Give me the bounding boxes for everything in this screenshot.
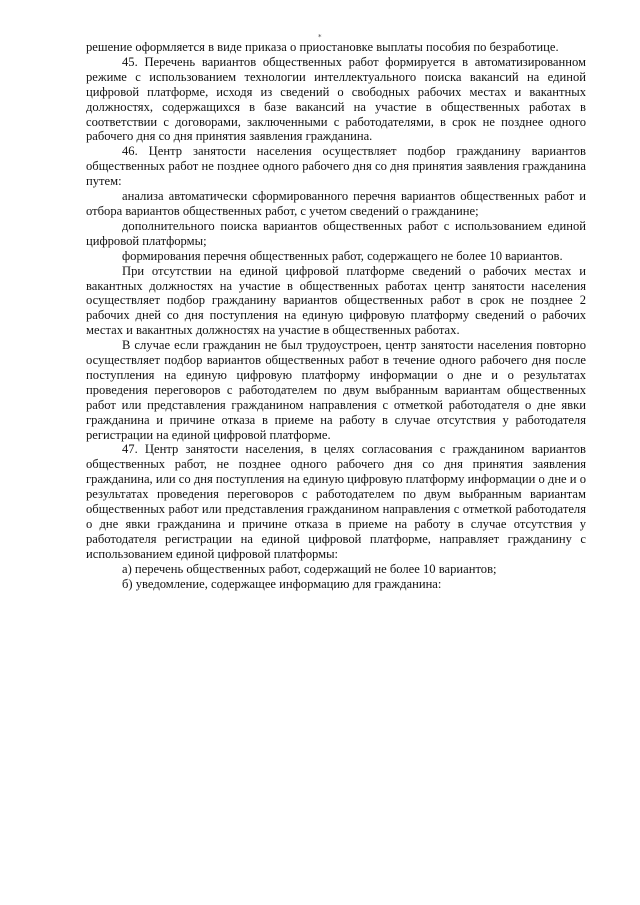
paragraph-47: 47. Центр занятости населения, в целях согласования с гражданином вариантов общественных работ, не позднее одного рабочего дня со дня принятия заявления гражданина, или со дня поступления на единую цифровую платформу информации о дне и о результатах проведения переговоров с работодателем по двум выбранным вариантам общественных работ или представления гражданином направления с отметкой работодателя о дне явки гражданина и причине отказа в приеме на работу в случае отсутствия у работодателя регистрации на единой цифровой платформе, направляет гражданину с использованием единой цифровой платформы: <box>86 442 586 561</box>
scan-mark: * <box>318 33 322 41</box>
paragraph-46: 46. Центр занятости населения осуществляет подбор гражданину вариантов общественных работ не позднее одного рабочего дня со дня принятия заявления гражданина путем: <box>86 144 586 189</box>
paragraph-46-item-list: формирования перечня общественных работ, содержащего не более 10 вариантов. <box>122 248 563 263</box>
paragraph-45: 45. Перечень вариантов общественных работ формируется в автоматизированном режиме с использованием технологии интеллектуального поиска вакансий на единой цифровой платформе, исходя из сведений о свободных рабочих местах и вакантных должностях, содержащихся в базе вакансий на участие в общественных работах в соответствии с договорами, заключенными с работодателями, в срок не позднее одного рабочего дня со дня принятия заявления гражданина. <box>86 54 586 144</box>
paragraph-no-vacancies: При отсутствии на единой цифровой платформе сведений о рабочих местах и вакантных должностях на участие в общественных работах центр занятости населения осуществляет подбор гражданину вариантов общественных работ в срок не позднее 2 рабочих дней со дня поступления на единую цифровую платформу сведений о рабочих местах и вакантных должностях на участие в общественных работах. <box>86 263 586 338</box>
paragraph-not-employed: В случае если гражданин не был трудоустроен, центр занятости населения повторно осуществляет подбор вариантов общественных работ в течение одного рабочего дня после поступления на единую цифровую платформу информации о дне и о результатах проведения переговоров с работодателем по двум выбранным вариантам общественных работ или представления гражданином направления с отметкой работодателя о дне явки гражданина и причине отказа в приеме на работу в случае отсутствия у работодателя регистрации на единой цифровой платформе. <box>86 338 586 442</box>
paragraph-47-item-a: а) перечень общественных работ, содержащий не более 10 вариантов; <box>122 561 497 576</box>
paragraph-46-item-search: дополнительного поиска вариантов общественных работ с использованием единой цифровой платформы; <box>86 218 586 248</box>
paragraph-continuation: решение оформляется в виде приказа о приостановке выплаты пособия по безработице. <box>86 40 559 54</box>
paragraph-46-item-analysis: анализа автоматически сформированного перечня вариантов общественных работ и отбора вариантов общественных работ, с учетом сведений о гражданине; <box>86 189 586 218</box>
paragraph-47-item-b: б) уведомление, содержащее информацию для гражданина: <box>122 576 442 591</box>
document-body <box>86 40 586 592</box>
